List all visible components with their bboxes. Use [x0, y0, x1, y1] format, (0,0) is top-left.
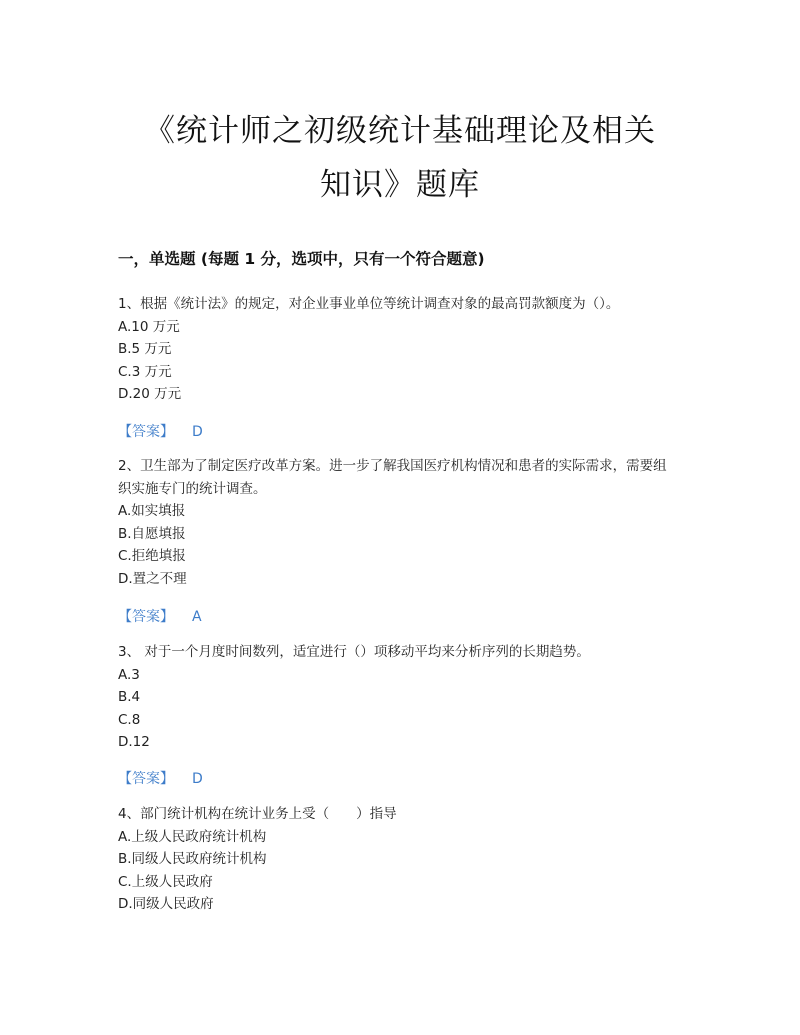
question-4: [118, 803, 678, 916]
title-line-2: 知识》题库: [320, 167, 480, 203]
answer-value: D: [192, 424, 203, 440]
option-a: A.10 万元: [118, 318, 180, 335]
question-stem: 3、 对于一个月度时间数列，适宜进行（）项移动平均来分析序列的长期趋势。: [118, 644, 590, 660]
question-stem: 1、根据《统计法》的规定，对企业事业单位等统计调查对象的最高罚款额度为（）。: [118, 296, 620, 312]
option-b: B.自愿填报: [118, 525, 186, 542]
answer-label: 【答案】: [118, 771, 174, 787]
answer-value: D: [192, 771, 203, 787]
option-d: D.20 万元: [118, 386, 182, 402]
question-stem: 2、卫生部为了制定医疗改革方案。进一步了解我国医疗机构情况和患者的实际需求，需要组织实施专门的统计调查。: [118, 458, 667, 497]
option-b: B.4: [118, 689, 141, 705]
question-3: [118, 641, 678, 754]
answer-3: [118, 768, 203, 788]
answer-1: [118, 421, 203, 441]
answer-value: A: [192, 609, 202, 625]
title-line-1: 《统计师之初级统计基础理论及相关: [144, 113, 656, 149]
question-2: [118, 455, 678, 590]
option-c: C.8: [118, 711, 141, 728]
option-a: A.上级人民政府统计机构: [118, 828, 267, 845]
section-heading: 一，单选题 (每题 1 分，选项中，只有一个符合题意): [118, 250, 485, 268]
option-a: A.如实填报: [118, 503, 186, 519]
answer-label: 【答案】: [118, 424, 174, 440]
option-d: D.12: [118, 734, 150, 750]
option-d: D.置之不理: [118, 570, 187, 587]
answer-label: 【答案】: [118, 609, 174, 625]
option-a: A.3: [118, 666, 140, 683]
option-c: C.上级人民政府: [118, 873, 213, 890]
option-b: B.5 万元: [118, 341, 172, 357]
document-title: [100, 104, 700, 212]
option-b: B.同级人民政府统计机构: [118, 851, 267, 867]
option-c: C.3 万元: [118, 363, 172, 380]
option-d: D.同级人民政府: [118, 896, 214, 912]
question-stem: 4、部门统计机构在统计业务上受（ ）指导: [118, 806, 397, 822]
option-c: C.拒绝填报: [118, 548, 186, 564]
answer-2: [118, 606, 202, 626]
question-1: [118, 293, 678, 406]
